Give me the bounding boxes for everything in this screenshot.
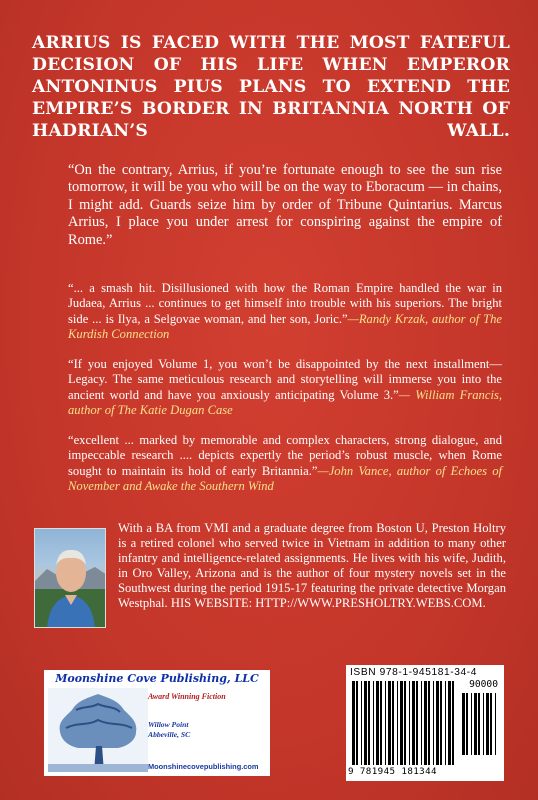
isbn-label: ISBN 978-1-945181-34-4 [350,667,478,678]
publisher-location: Willow Point [148,720,189,729]
back-cover-headline: ARRIUS IS FACED WITH THE MOST FATEFUL DECISION OF HIS LIFE WHEN EMPEROR ANTONINUS PIUS PLANS TO EXTEND THE EMPIRE’S BORDER IN BRITANNIA NORTH OF HADRIAN’S WALL. [32,33,510,141]
review-quote [68,281,502,342]
author-website: HIS WEBSITE: HTTP://WWW.PRESHOLTRY.WEBS.COM. [170,596,486,611]
review-attribution: — William Francis, author of The Katie Dugan Case [68,387,502,417]
publisher-url: Moonshinecovepublishing.com [148,762,259,771]
review-attribution: —John Vance, author of Echoes of November and Awake the Southern Wind [68,463,503,493]
publisher-city: Abbeville, SC [148,730,191,739]
barcode-digits: 9 781945 181344 [348,766,437,777]
review-quote [68,433,502,494]
review-attribution: —Randy Krzak, author of The Kurdish Connection [68,311,502,341]
barcode-icon [352,681,456,767]
publisher-logo [44,670,270,776]
price-code: 90000 [469,679,498,690]
review-text: “... a smash hit. Disillusioned with how the Roman Empire handled the war in Judaea, Arrius ... continues to get himself into trouble with his superiors. The bright side ... is Ilya, a Selgovae woman, and her son, Joric.” [68,281,502,326]
price-barcode-icon [462,693,498,757]
review-quote [68,357,502,418]
tree-illustration [48,688,148,772]
review-text: “excellent ... marked by memorable and complex characters, strong dialogue, and impeccable research .... depicts expertly the period’s robust muscle, when Rome sought to maintain its hold of early Britannia.” [68,433,502,478]
author-bio-text: With a BA from VMI and a graduate degree from Boston U, Preston Holtry is a retired colonel who served twice in Vietnam in addition to many other infantry and intelligence-related assignments. He lives with his wife, Judith, in Oro Valley, Arizona and is the author of four mystery novels set in the Southwest during the period 1915-17 featuring the private detective Morgan Westphal. [118,521,506,611]
author-photo [34,528,106,628]
author-bio [118,521,506,612]
publisher-tagline: Award Winning Fiction [148,692,226,701]
review-text: “If you enjoyed Volume 1, you won’t be disappointed by the next installment—Legacy. The same meticulous research and storytelling will immerse you into the ancient world and have you anxiously anticipating Volume 3.” [68,357,502,402]
publisher-name: Moonshine Cove Publishing, LLC [55,672,259,685]
excerpt-quote: “On the contrary, Arrius, if you’re fortunate enough to see the sun rise tomorrow, it will be you who will be on the way to Eboracum — in chains, I might add. Guards seize him by order of Tribune Quintarius. Marcus Arrius, I place you under arrest for conspiring against the empire of Rome.” [68,162,502,248]
isbn-barcode-box [346,665,504,781]
